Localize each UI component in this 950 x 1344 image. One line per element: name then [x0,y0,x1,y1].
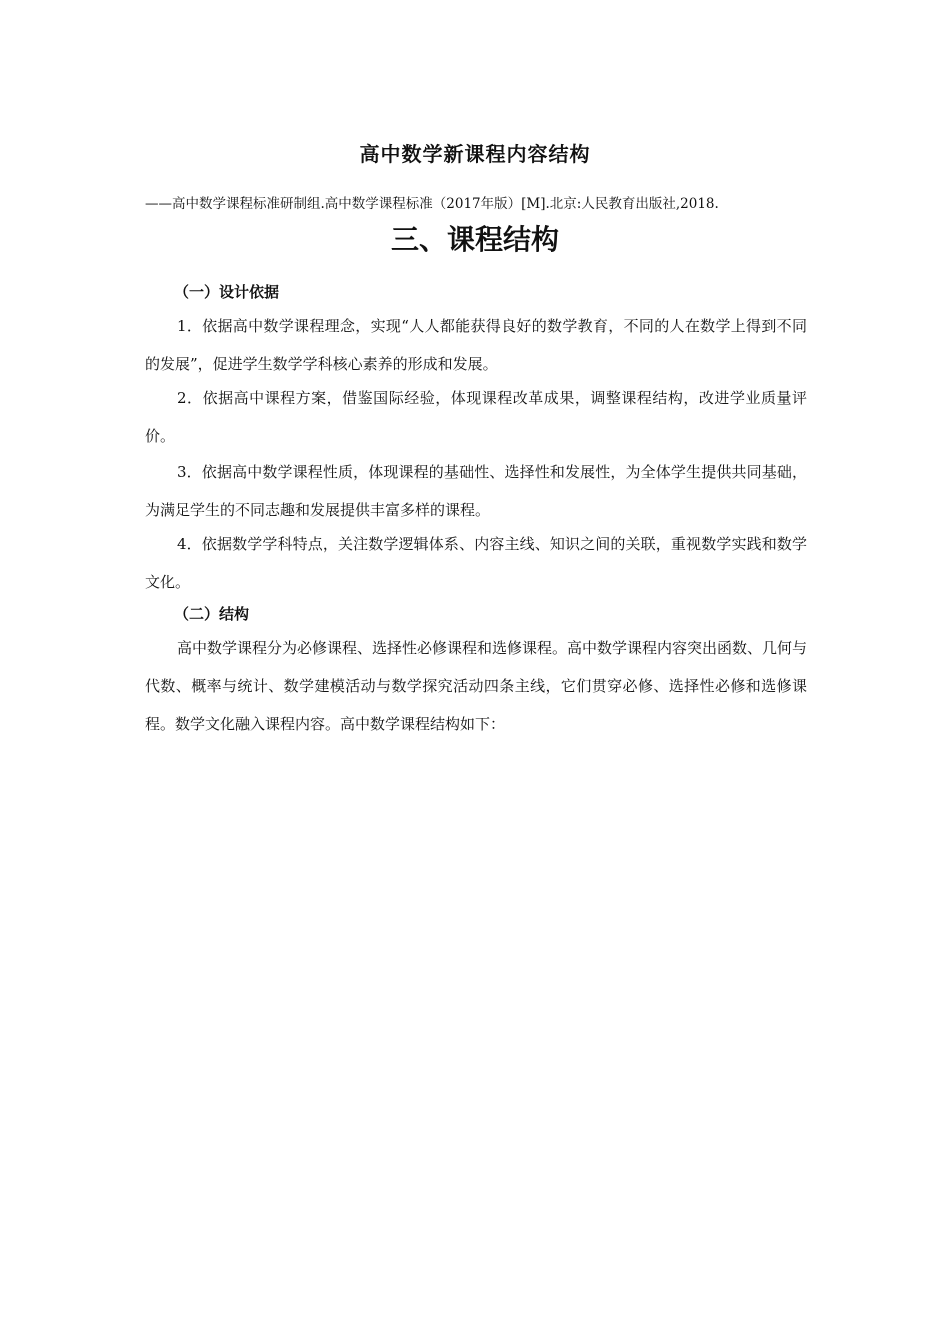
paragraph-item-2: 2．依据高中课程方案，借鉴国际经验，体现课程改革成果，调整课程结构，改进学业质量评价。 [145,389,807,445]
subsection-heading-structure: （二）结构 [174,605,250,623]
citation: ——高中数学课程标准研制组.高中数学课程标准（2017年版）[M].北京:人民教育出版社,2018. [145,196,719,212]
section-title: 三、课程结构 [390,223,559,256]
paragraph-item-4: 4．依据数学学科特点，关注数学逻辑体系、内容主线、知识之间的关联，重视数学实践和数学文化。 [145,535,807,591]
paragraph-item-1: 1．依据高中数学课程理念，实现“人人都能获得良好的数学教育，不同的人在数学上得到不同的发展”，促进学生数学学科核心素养的形成和发展。 [145,317,807,373]
document-title: 高中数学新课程内容结构 [359,142,591,166]
paragraph-structure: 高中数学课程分为必修课程、选择性必修课程和选修课程。高中数学课程内容突出函数、几何与代数、概率与统计、数学建模活动与数学探究活动四条主线，它们贯穿必修、选择性必修和选修课程。数学文化融入课程内容。高中数学课程结构如下： [145,639,808,733]
paragraph-item-3: 3．依据高中数学课程性质，体现课程的基础性、选择性和发展性，为全体学生提供共同基础，为满足学生的不同志趣和发展提供丰富多样的课程。 [145,463,807,519]
subsection-heading-design-basis: （一）设计依据 [174,283,280,301]
